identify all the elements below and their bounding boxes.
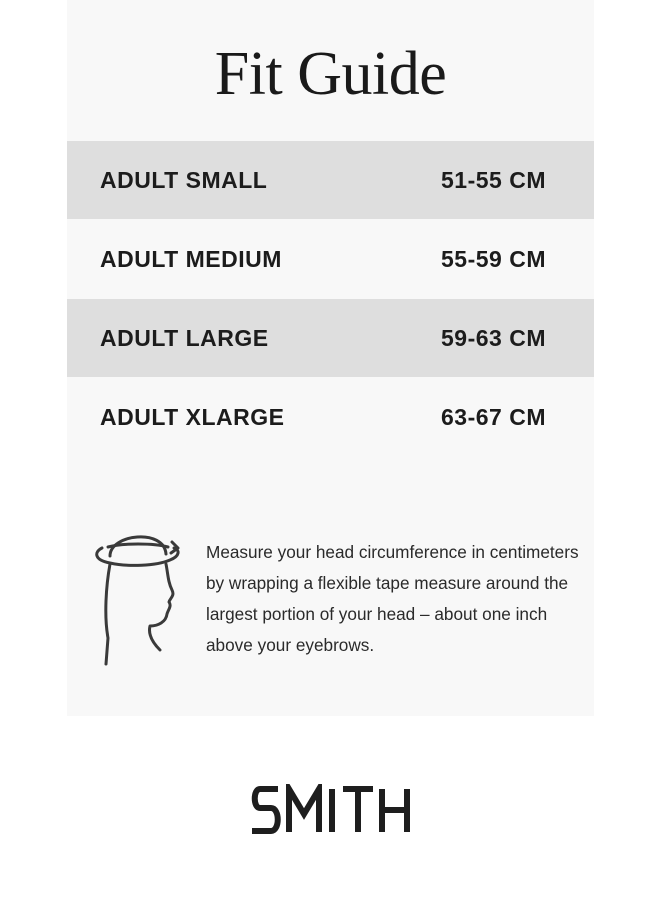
size-label: ADULT XLARGE: [100, 403, 285, 430]
smith-logo: [249, 784, 411, 836]
measure-instructions: Measure your head circumference in centimeters by wrapping a flexible tape measure around the largest portion of your head – about one inch above your eyebrows.: [206, 542, 579, 655]
size-label: ADULT LARGE: [100, 324, 269, 351]
size-range: 51-55 CM: [441, 166, 546, 193]
size-label: ADULT MEDIUM: [100, 245, 282, 272]
head-measure-icon: [92, 526, 192, 670]
size-row-small: [67, 141, 594, 219]
size-range: 55-59 CM: [441, 245, 546, 272]
size-row-large: [67, 299, 594, 377]
size-row-medium: [67, 220, 594, 298]
size-range: 63-67 CM: [441, 403, 546, 430]
size-range: 59-63 CM: [441, 324, 546, 351]
fit-guide-card: [67, 0, 594, 716]
size-row-xlarge: [67, 378, 594, 456]
page-title: Fit Guide: [214, 40, 447, 108]
size-label: ADULT SMALL: [100, 166, 268, 193]
